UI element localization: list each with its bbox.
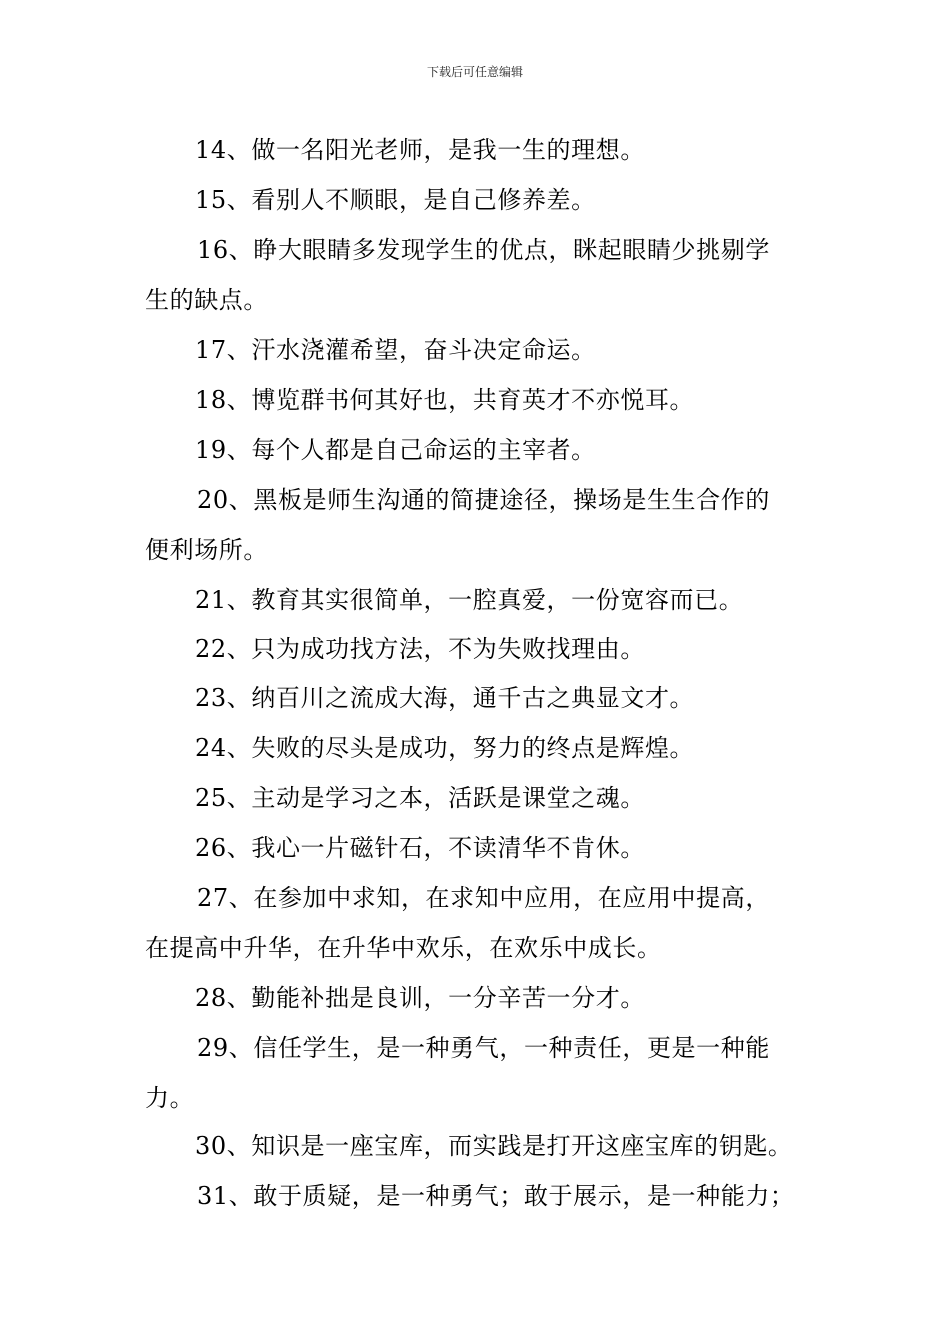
text-line: 27、在参加中求知，在求知中应用，在应用中提高， (197, 884, 770, 912)
text-line: 在提高中升华，在升华中欢乐，在欢乐中成长。 (145, 934, 662, 962)
text-line: 力。 (145, 1084, 195, 1112)
text-line: 18、博览群书何其好也，共育英才不亦悦耳。 (195, 386, 695, 414)
text-line: 17、汗水浇灌希望，奋斗决定命运。 (195, 336, 596, 364)
text-line: 21、教育其实很简单，一腔真爱，一份宽容而已。 (195, 586, 744, 614)
text-line: 25、主动是学习之本，活跃是课堂之魂。 (195, 784, 645, 812)
text-line: 29、信任学生，是一种勇气，一种责任，更是一种能 (197, 1034, 770, 1062)
text-line: 22、只为成功找方法，不为失败找理由。 (195, 635, 645, 663)
text-line: 生的缺点。 (145, 286, 268, 314)
text-line: 16、睁大眼睛多发现学生的优点，眯起眼睛少挑剔学 (197, 236, 770, 264)
text-line: 23、纳百川之流成大海，通千古之典显文才。 (195, 684, 695, 712)
text-line: 31、敢于质疑，是一种勇气；敢于展示，是一种能力； (197, 1182, 795, 1210)
text-line: 28、勤能补拙是良训，一分辛苦一分才。 (195, 984, 645, 1012)
text-line: 便利场所。 (145, 536, 268, 564)
text-line: 19、每个人都是自己命运的主宰者。 (195, 436, 596, 464)
text-line: 14、做一名阳光老师，是我一生的理想。 (195, 136, 645, 164)
text-line: 24、失败的尽头是成功，努力的终点是辉煌。 (195, 734, 695, 762)
text-line: 30、知识是一座宝库，而实践是打开这座宝库的钥匙。 (195, 1132, 793, 1160)
text-line: 26、我心一片磁针石，不读清华不肯休。 (195, 834, 645, 862)
page-header: 下载后可任意编辑 (426, 65, 523, 79)
text-line: 20、黑板是师生沟通的简捷途径，操场是生生合作的 (197, 486, 770, 514)
text-line: 15、看别人不顺眼，是自己修养差。 (195, 186, 596, 214)
